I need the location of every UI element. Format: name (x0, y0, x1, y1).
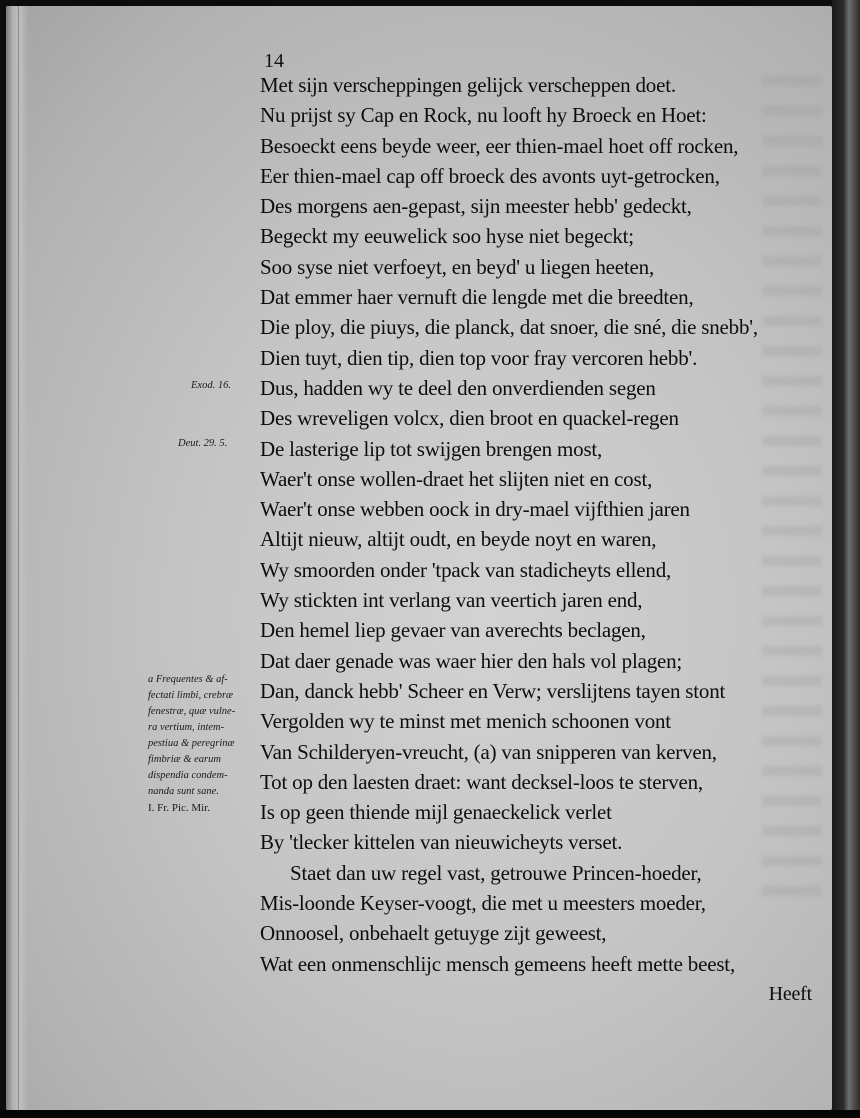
verse-line: Des wreveligen volcx, dien broot en quackel-regen (260, 406, 679, 431)
margin-note-line: fenestræ, quæ vulne- (148, 706, 236, 717)
book-page (6, 6, 832, 1110)
verse-line: Dien tuyt, dien tip, dien top voor fray vercoren hebb'. (260, 345, 698, 370)
verse-line: Is op geen thiende mijl genaeckelick verlet (260, 800, 612, 825)
verse-line: Besoeckt eens beyde weer, eer thien-mael hoet off rocken, (260, 133, 739, 158)
verse-line: Waer't onse wollen-draet het slijten niet en cost, (260, 466, 653, 491)
margin-note-line: dispendia condem- (148, 770, 228, 781)
verse-line: By 'tlecker kittelen van nieuwicheyts verset. (260, 830, 623, 855)
margin-note-line: ra vertium, intem- (148, 722, 225, 733)
verse-line: Die ploy, die piuys, die planck, dat snoer, die sné, die snebb', (260, 315, 758, 340)
binding-edge (832, 0, 860, 1118)
verse-line: Dat emmer haer vernuft die lengde met die breedten, (260, 285, 694, 310)
verse-line: Dan, danck hebb' Scheer en Verw; verslijtens tayen stont (260, 678, 726, 703)
verse-line: Tot op den laesten draet: want decksel-loos te sterven, (260, 769, 703, 794)
verse-line: Onnoosel, onbehaelt getuyge zijt geweest, (260, 921, 607, 946)
verse-line: Dat daer genade was waer hier den hals vol plagen; (260, 648, 683, 673)
verse-line: Den hemel liep gevaer van averechts beclagen, (260, 618, 646, 643)
bottom-shadow (0, 1110, 860, 1118)
verse-line: Waer't onse webben oock in dry-mael vijfthien jaren (260, 497, 690, 522)
verse-line: Mis-loonde Keyser-voogt, die met u meesters moeder, (260, 891, 706, 916)
margin-citation: I. Fr. Pic. Mir. (148, 802, 211, 814)
margin-note-line: fectati limbi, crebræ (148, 690, 234, 701)
page-gutter-edge (6, 6, 28, 1110)
verse-line: Staet dan uw regel vast, getrouwe Princen-hoeder, (290, 860, 702, 885)
margin-note-line: a Frequentes & af- (148, 674, 228, 685)
margin-note (148, 672, 260, 816)
verse-line: Wy smoorden onder 'tpack van stadicheyts ellend, (260, 557, 672, 582)
verse-line: De lasterige lip tot swijgen brengen most, (260, 436, 603, 461)
verse-line: Altijt nieuw, altijt oudt, en beyde noyt en waren, (260, 527, 657, 552)
verse-text-block (260, 70, 830, 1009)
verse-line: Van Schilderyen-vreucht, (a) van snipperen van kerven, (260, 739, 717, 764)
margin-note-line: nanda sunt sane. (148, 786, 219, 797)
margin-note-line: fimbriæ & earum (148, 754, 221, 765)
verse-line: Des morgens aen-gepast, sijn meester hebb' gedeckt, (260, 194, 692, 219)
verse-line: Begeckt my eeuwelick soo hyse niet begeckt; (260, 224, 634, 249)
verse-line: Nu prijst sy Cap en Rock, nu looft hy Broeck en Hoet: (260, 103, 707, 128)
verse-line: Soo syse niet verfoeyt, en beyd' u liegen heeten, (260, 254, 655, 279)
verse-line: Vergolden wy te minst met menich schoonen vont (260, 709, 671, 734)
margin-reference: Exod. 16. (191, 380, 231, 391)
verse-line: Wat een onmenschlijc mensch gemeens heeft mette beest, (260, 951, 735, 976)
verse-line: Eer thien-mael cap off broeck des avonts uyt-getrocken, (260, 163, 720, 188)
page-number: 14 (264, 50, 284, 72)
verse-line: Dus, hadden wy te deel den onverdienden segen (260, 375, 656, 400)
catchword: Heeft (768, 982, 812, 1005)
margin-note-line: pestiua & peregrinæ (148, 738, 235, 749)
margin-reference: Deut. 29. 5. (178, 438, 228, 449)
verse-line: Wy stickten int verlang van veertich jaren end, (260, 588, 643, 613)
verse-line: Met sijn verscheppingen gelijck verscheppen doet. (260, 73, 676, 97)
